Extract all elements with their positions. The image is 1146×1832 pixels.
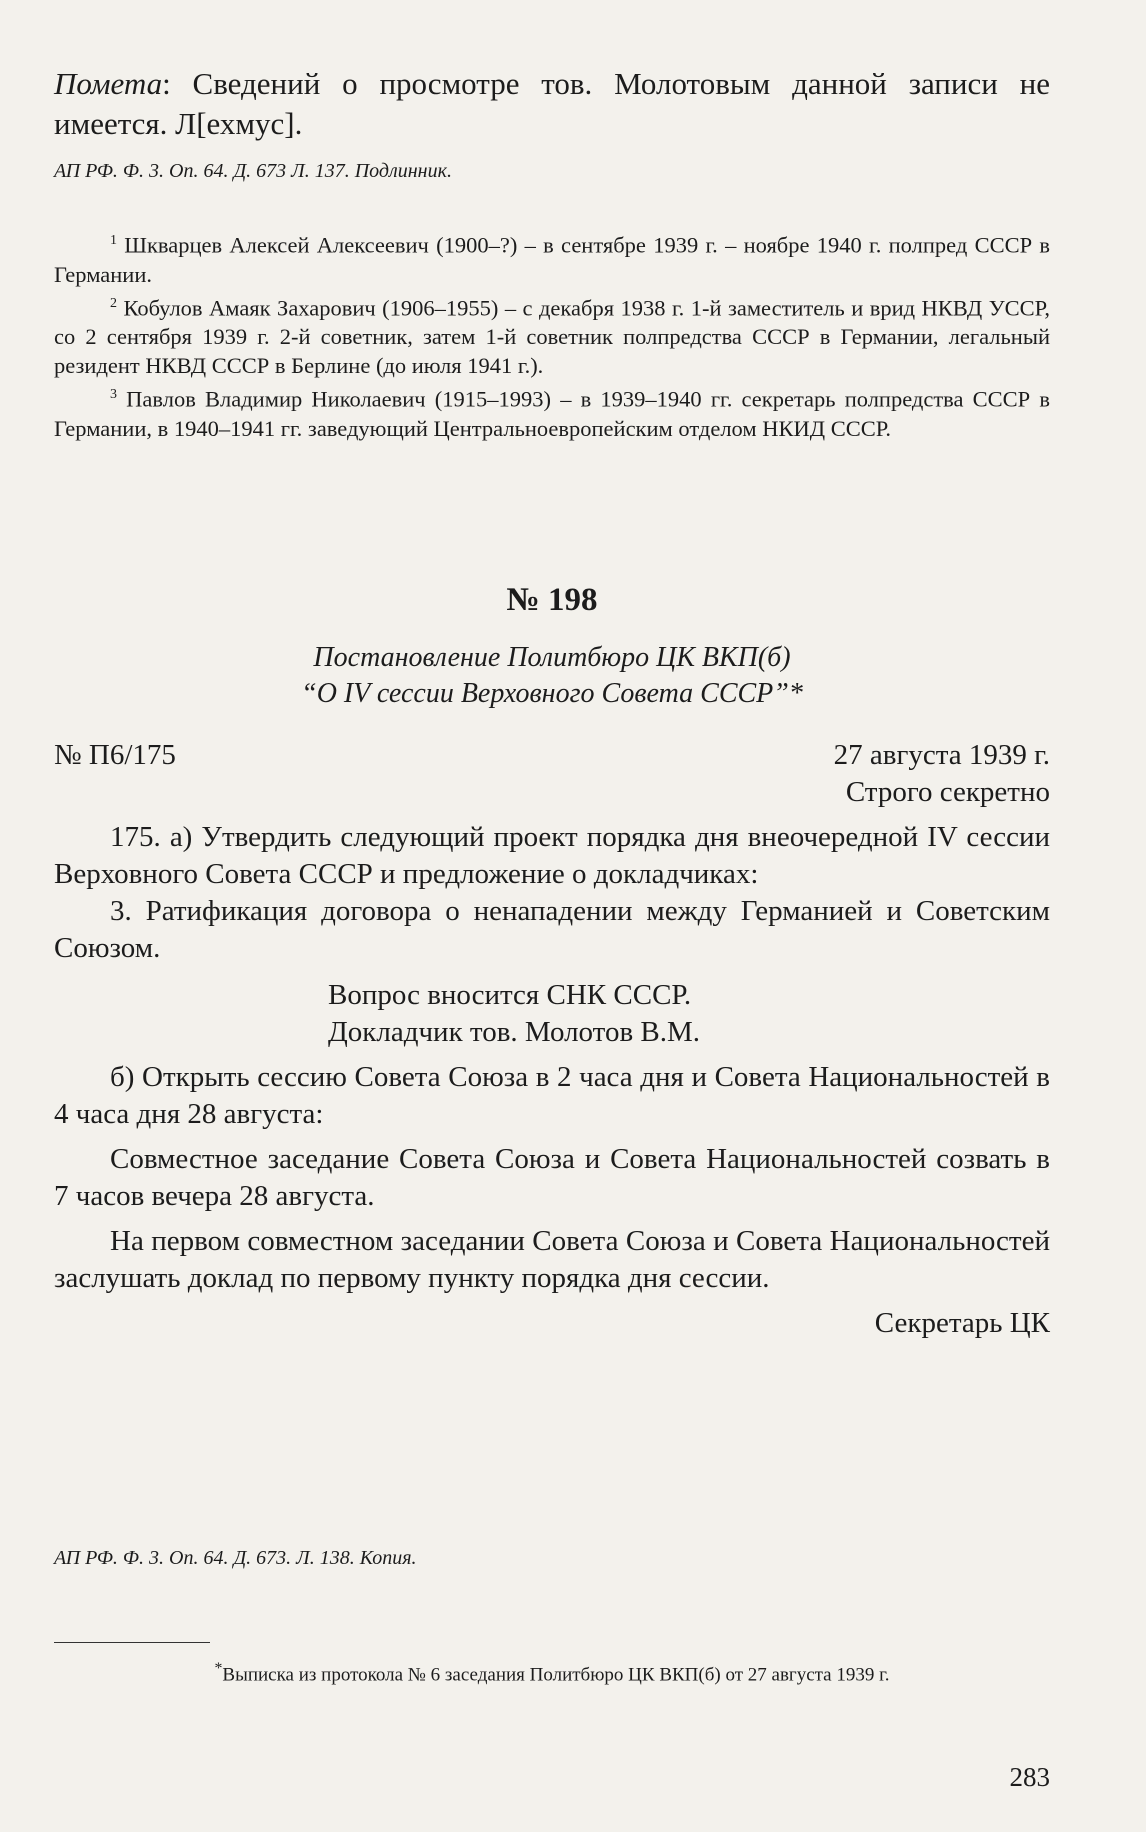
footnote-mark: 1 [110, 233, 117, 248]
remark-note [54, 64, 1050, 144]
footnote-3 [54, 380, 1050, 443]
page-number: 283 [1009, 1762, 1050, 1792]
paragraph-a: 175. а) Утвердить следующий проект порядка дня внеочередной IV сессии Верховного Совета СССР и предложение о докладчиках: [54, 821, 1050, 890]
speaker: Докладчик тов. Молотов В.М. [328, 1016, 701, 1048]
footnote-2 [54, 289, 1050, 381]
footnotes [54, 226, 1050, 443]
submitted-by: Вопрос вносится СНК СССР. [328, 979, 692, 1011]
paragraph-item-3: 3. Ратификация договора о ненападении между Германией и Советским Союзом. [54, 895, 1050, 964]
signature: Секретарь ЦК [874, 1307, 1050, 1339]
document-date: 27 августа 1939 г. [833, 739, 1050, 771]
document-body [54, 737, 1050, 1342]
paragraph-b: б) Открыть сессию Совета Союза в 2 часа дня и Совета Национальностей в 4 часа дня 28 августа: [54, 1061, 1050, 1130]
footnote-mark: 3 [110, 387, 117, 402]
archive-source-2: АП РФ. Ф. 3. Оп. 64. Д. 673. Л. 138. Копия. [54, 1547, 417, 1569]
paragraph-joint-session: Совместное заседание Совета Союза и Совета Национальностей созвать в 7 часов вечера 28 августа. [54, 1143, 1050, 1212]
footnote-text: Выписка из протокола № 6 заседания Политбюро ЦК ВКП(б) от 27 августа 1939 г. [222, 1664, 890, 1686]
classification-stamp: Строго секретно [845, 776, 1050, 808]
footnote-1 [54, 226, 1050, 289]
remark-label: Помета [54, 66, 163, 101]
footnote-text: Кобулов Амаяк Захарович (1906–1955) – с декабря 1938 г. 1-й заместитель и врид НКВД УССР, со 2 сентября 1939 г. 2-й советник, затем 1-й советник полпредства СССР в Германии, легальный резидент НКВД СССР в Берлине (до июля 1941 г.). [54, 295, 1050, 378]
protocol-number: № П6/175 [54, 739, 176, 771]
footnote-mark: 2 [110, 295, 117, 311]
document-number: № 198 [506, 582, 598, 618]
footnote-text: Павлов Владимир Николаевич (1915–1993) – в 1939–1940 гг. секретарь полпредства СССР в Германии, в 1940–1941 гг. заведующий Центральноевропейским отделом НКИД СССР. [54, 386, 1050, 441]
footnote-mark: * [214, 1660, 223, 1677]
bottom-footnote [54, 1656, 1050, 1688]
paragraph-first-session: На первом совместном заседании Совета Союза и Совета Национальностей заслушать доклад по первому пункту порядка дня сессии. [54, 1225, 1050, 1294]
protocol-header [54, 737, 1050, 774]
archive-source-1: АП РФ. Ф. 3. Оп. 64. Д. 673 Л. 137. Подлинник. [54, 160, 452, 182]
document-title [54, 640, 1050, 712]
remark-text: : Сведений о просмотре тов. Молотовым данной записи не имеется. Л[ехмус]. [54, 66, 1050, 141]
document-title-line-1: Постановление Политбюро ЦК ВКП(б) [313, 642, 791, 673]
document-title-line-2: “О IV сессии Верховного Совета СССР”* [301, 678, 803, 709]
footnote-divider [54, 1642, 210, 1643]
footnote-text: Шкварцев Алексей Алексеевич (1900–?) – в сентябре 1939 г. – ноябре 1940 г. полпред СССР в Германии. [54, 232, 1051, 287]
